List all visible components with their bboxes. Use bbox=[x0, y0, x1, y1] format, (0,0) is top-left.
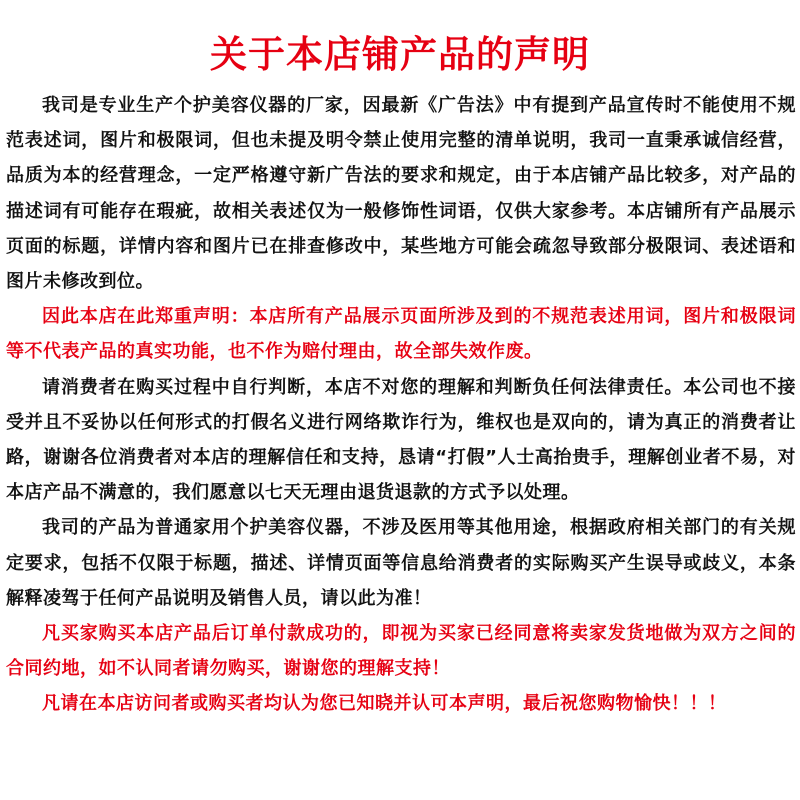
paragraph-product-usage: 我司的产品为普通家用个护美容仪器，不涉及医用等其他用途，根据政府相关部门的有关规定要求，包括不仅限于标题，描述、详情页面等信息给消费者的实际购买产生误导或歧义，本条解释凌驾于任何产品说明及销售人员，请以此为准！ bbox=[6, 517, 796, 609]
paragraph-purchase-agreement: 凡买家购买本店产品后订单付款成功的，即视为买家已经同意将卖家发货地做为双方之间的合同约地，如不认同者请勿购买，谢谢您的理解支持！ bbox=[6, 623, 796, 680]
paragraph-declaration: 因此本店在此郑重声明：本店所有产品展示页面所涉及到的不规范表述用词，图片和极限词等不代表产品的真实功能，也不作为赔付理由，故全部失效作废。 bbox=[6, 306, 796, 363]
paragraph-consumer-judgment: 请消费者在购买过程中自行判断，本店不对您的理解和判断负任何法律责任。本公司也不接受并且不妥协以任何形式的打假名义进行网络欺诈行为，维权也是双向的，请为真正的消费者让路，谢谢各位消费者对本店的理解信任和支持，恳请“打假”人士高抬贵手，理解创业者不易，对本店产品不满意的，我们愿意以七天无理由退货退款的方式予以处理。 bbox=[6, 376, 796, 504]
paragraph-closing: 凡请在本店访问者或购买者均认为您已知晓并认可本声明，最后祝您购物愉快！！！ bbox=[42, 693, 727, 715]
statement-body bbox=[6, 88, 796, 722]
paragraph-company-intro: 我司是专业生产个护美容仪器的厂家，因最新《广告法》中有提到产品宣传时不能使用不规范表述词，图片和极限词，但也未提及明令禁止使用完整的清单说明，我司一直秉承诚信经营，品质为本的经营理念，一定严格遵守新广告法的要求和规定，由于本店铺产品比较多，对产品的描述词有可能存在瑕疵，故相关表述仅为一般修饰性词语，仅供大家参考。本店铺所有产品展示页面的标题，详情内容和图片已在排查修改中，某些地方可能会疏忽导致部分极限词、表述语和图片未修改到位。 bbox=[6, 95, 796, 293]
page-title: 关于本店铺产品的声明 bbox=[210, 33, 590, 76]
